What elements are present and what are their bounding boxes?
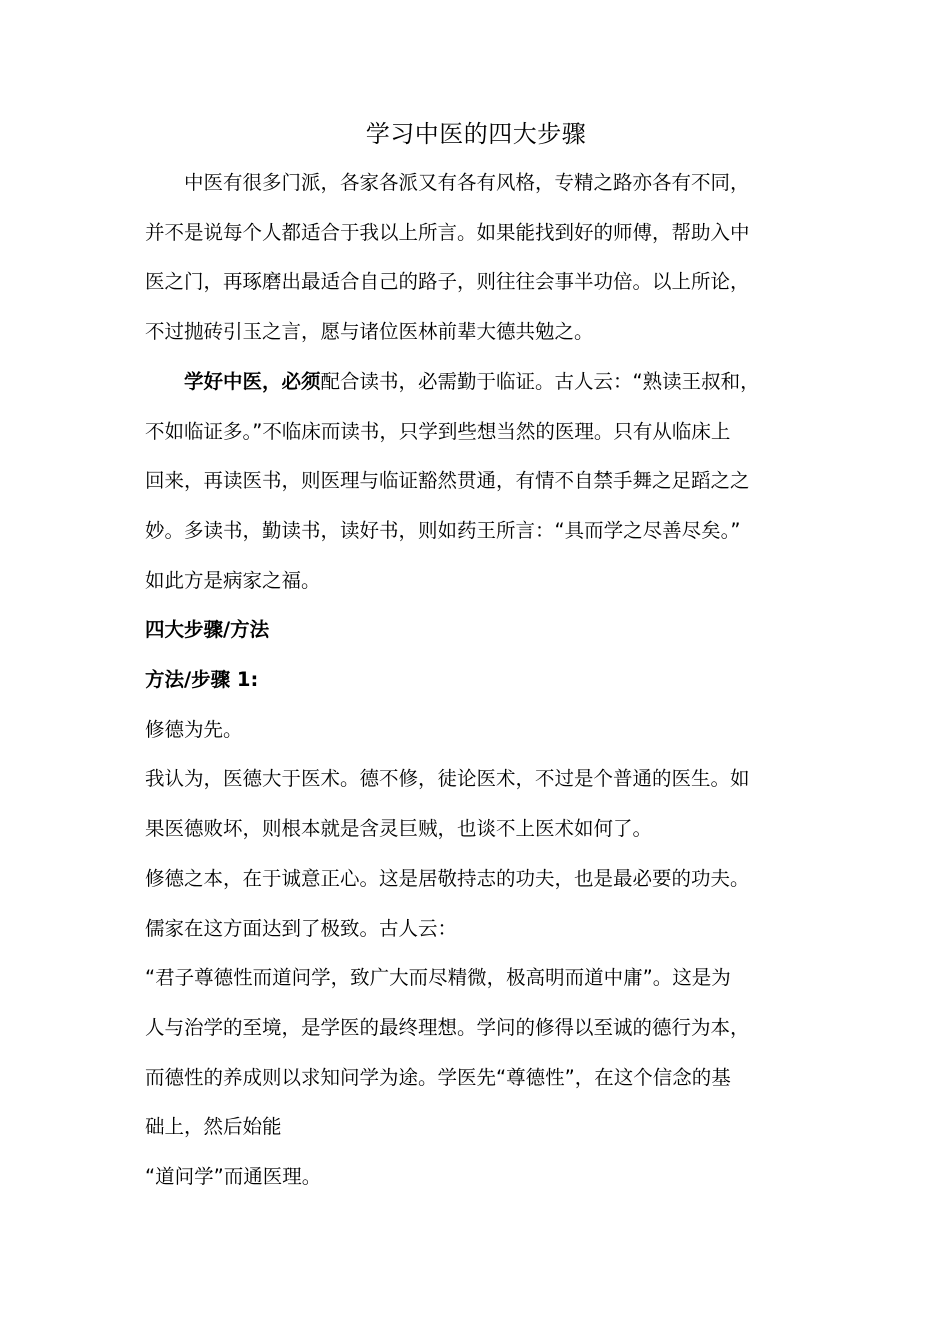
heading-four-steps: 四大步骤/方法: [145, 618, 270, 642]
text-line: 人与治学的至境，是学医的最终理想。学问的修得以至诚的德行为本，: [145, 1015, 750, 1039]
text-line: 中医有很多门派，各家各派又有各有风格，专精之路亦各有不同，: [184, 171, 750, 194]
step1-intro: 修德为先。: [145, 717, 243, 741]
text-line: 果医德败坏，则根本就是含灵巨贼，也谈不上医术如何了。: [145, 817, 653, 841]
text-line: 不过抛砖引玉之言，愿与诸位医林前辈大德共勉之。: [145, 320, 594, 344]
text-line: [145, 357, 807, 407]
document-body: [145, 110, 807, 1202]
paragraph-quote: [145, 953, 807, 1152]
paragraph-ethics: [145, 754, 807, 853]
text-line: 础上，然后始能: [145, 1115, 282, 1139]
text-line: 而德性的养成则以求知问学为途。学医先“尊德性”，在这个信念的基: [145, 1065, 731, 1089]
document-title: 学习中医的四大步骤: [365, 120, 587, 148]
heading-step-1: 方法/步骤 1:: [145, 668, 259, 692]
text-line: 儒家在这方面达到了极致。古人云：: [145, 916, 458, 940]
text-line: “君子尊德性而道问学，致广大而尽精微，极高明而道中庸”。这是为: [145, 966, 731, 990]
paragraph-reading-practice: [145, 357, 807, 606]
text-line: 回来，再读医书，则医理与临证豁然贯通，有情不自禁手舞之足蹈之之: [145, 469, 750, 493]
text-line: 我认为，医德大于医术。德不修，徒论医术，不过是个普通的医生。如: [145, 767, 750, 791]
text-line: 妙。多读书，勤读书，读好书，则如药王所言：“具而学之尽善尽矣。”: [145, 518, 741, 542]
text-run: 配合读书，必需勤于临证。古人云：“熟读王叔和，: [320, 369, 760, 393]
text-line: 不如临证多。”不临床而读书，只学到些想当然的医理。只有从临床上: [145, 419, 731, 443]
paragraph-sincerity: [145, 854, 807, 953]
bold-lead: 学好中医，必须: [184, 369, 321, 393]
paragraph-intro: [145, 158, 807, 357]
text-line: 并不是说每个人都适合于我以上所言。如果能找到好的师傅，帮助入中: [145, 220, 750, 244]
text-line: 医之门，再琢磨出最适合自己的路子，则往往会事半功倍。以上所论，: [145, 270, 750, 294]
paragraph-closing: “道问学”而通医理。: [145, 1165, 322, 1189]
text-line: 修德之本，在于诚意正心。这是居敬持志的功夫，也是最必要的功夫。: [145, 866, 750, 890]
text-line: 如此方是病家之福。: [145, 568, 321, 592]
